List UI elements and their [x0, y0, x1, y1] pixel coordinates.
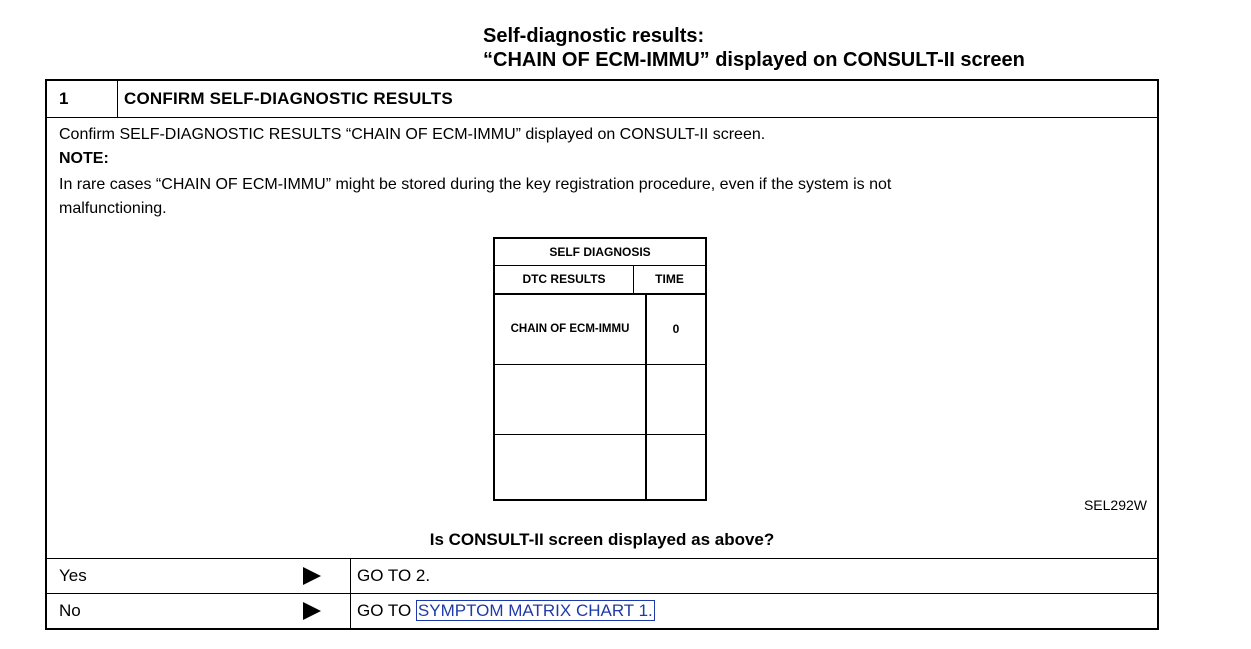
consult-time-cell [647, 365, 705, 434]
answer-row-yes [47, 558, 1157, 593]
step-header-row [47, 81, 1157, 118]
answer-yes-action: GO TO 2. [357, 566, 431, 585]
answer-no-action-prefix: GO TO [357, 601, 416, 620]
step-number: 1 [59, 89, 69, 108]
consult-screen-header-row [495, 266, 705, 295]
consult-result-row [495, 435, 705, 504]
page-title-line-2: “CHAIN OF ECM-IMMU” displayed on CONSULT-II screen [483, 49, 1025, 71]
consult-time-cell [647, 435, 705, 504]
step-header-divider [117, 81, 118, 117]
note-text-line-1: In rare cases “CHAIN OF ECM-IMMU” might be stored during the key registration procedure, even if the system is not [59, 176, 892, 193]
consult-result-row [495, 295, 705, 365]
step-title: CONFIRM SELF-DIAGNOSTIC RESULTS [124, 89, 453, 108]
consult-dtc-cell [495, 435, 645, 504]
diagnostic-step-table [45, 79, 1159, 630]
arrow-right-icon [303, 567, 321, 585]
answer-divider [350, 594, 351, 628]
answer-no-label: No [59, 601, 81, 620]
page-title-line-1: Self-diagnostic results: [483, 25, 705, 47]
note-text-line-2: malfunctioning. [59, 200, 167, 217]
arrow-right-icon [303, 602, 321, 620]
instruction-text: Confirm SELF-DIAGNOSTIC RESULTS “CHAIN OF ECM-IMMU” displayed on CONSULT-II screen. [59, 126, 766, 143]
answer-no-action [357, 601, 655, 621]
consult-screen-title: SELF DIAGNOSIS [495, 239, 705, 266]
symptom-matrix-chart-link[interactable]: SYMPTOM MATRIX CHART 1. [417, 601, 653, 620]
consult-col-time: TIME [655, 272, 684, 286]
consult-result-row [495, 365, 705, 435]
figure-id: SEL292W [1083, 497, 1147, 513]
answer-yes-label: Yes [59, 566, 87, 585]
note-label: NOTE: [59, 150, 109, 167]
answer-row-no [47, 593, 1157, 628]
consult-dtc-cell [495, 365, 645, 434]
consult-col-dtc-results: DTC RESULTS [495, 266, 634, 293]
check-question: Is CONSULT-II screen displayed as above? [429, 530, 775, 549]
consult-time-cell: 0 [672, 322, 680, 336]
page-title [483, 24, 1025, 72]
consult-dtc-cell: CHAIN OF ECM-IMMU [510, 323, 630, 335]
answer-divider [350, 559, 351, 593]
consult-screen-illustration [493, 237, 707, 501]
